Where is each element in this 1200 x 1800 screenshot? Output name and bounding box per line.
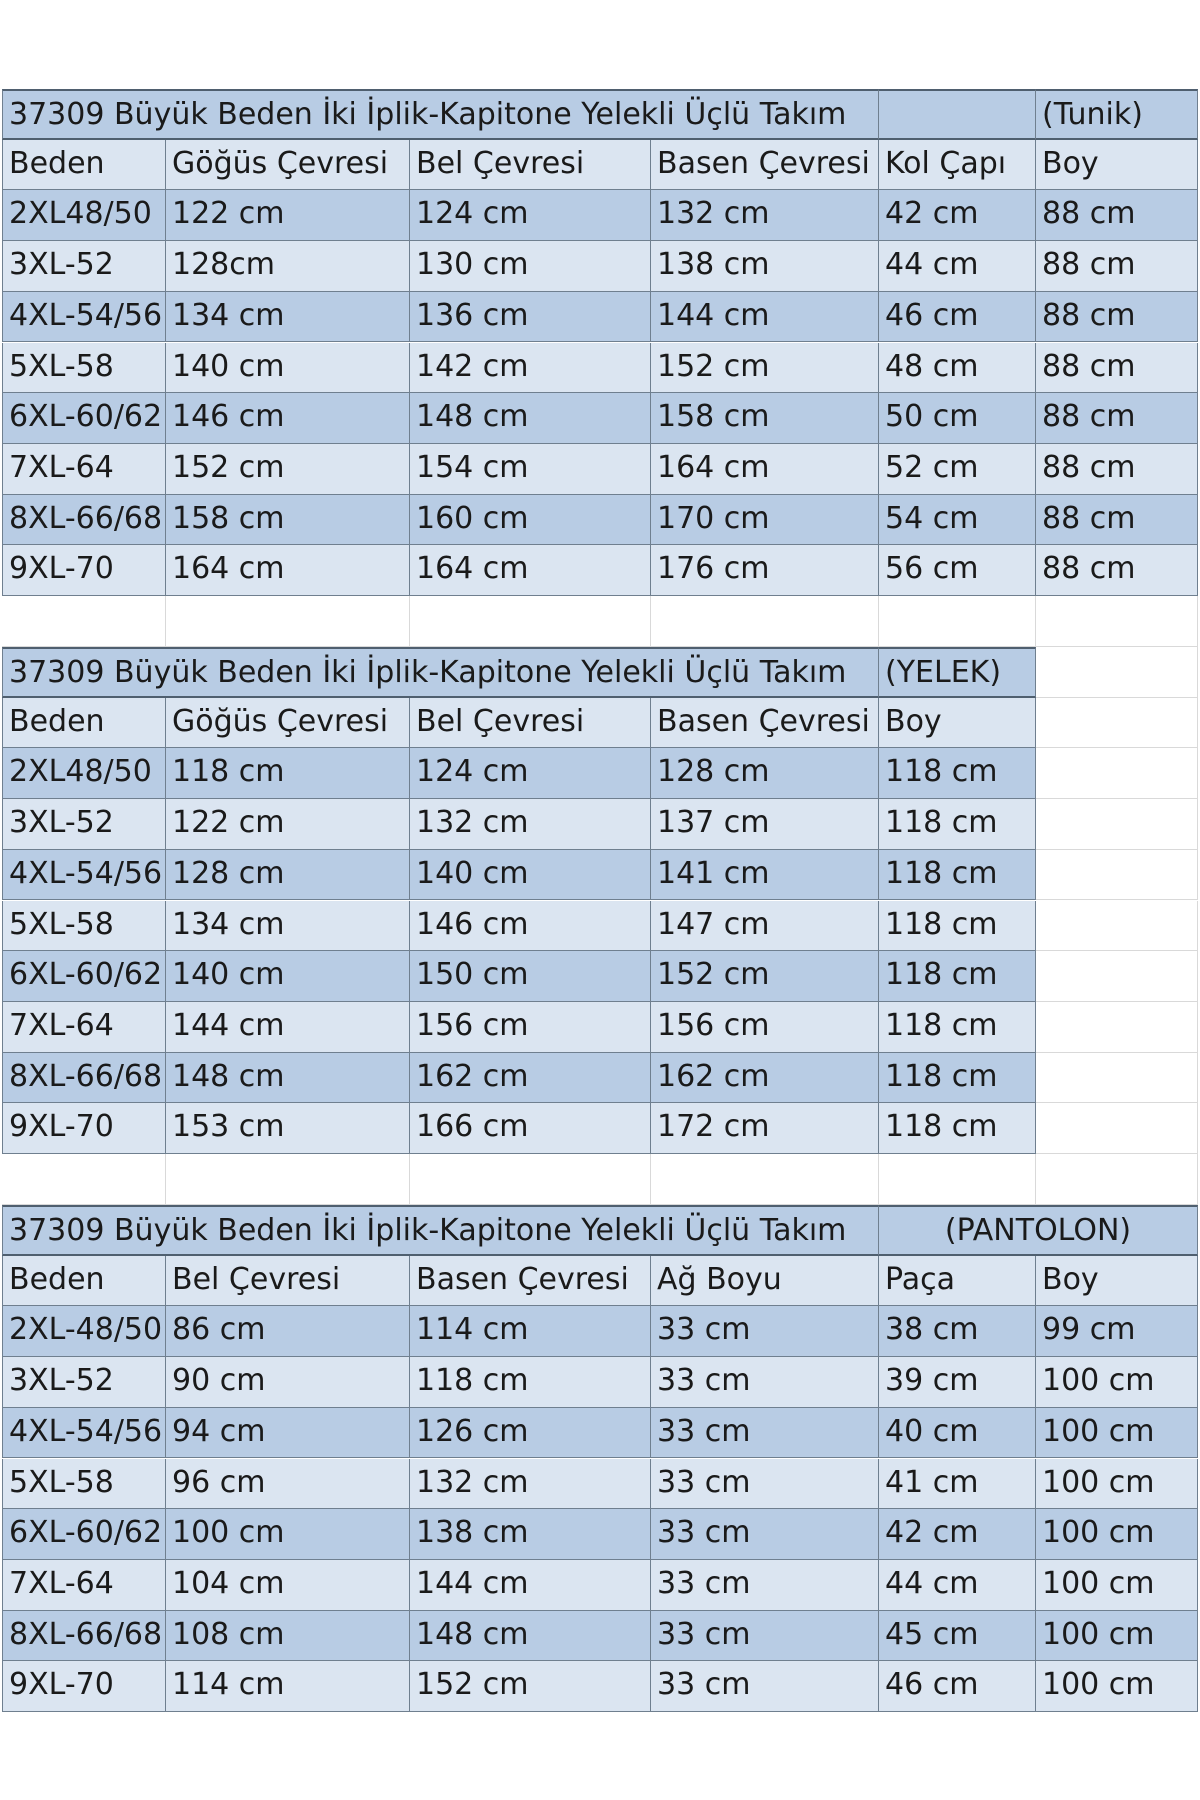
measure-cell: 148 cm bbox=[410, 393, 651, 444]
measure-cell: 128cm bbox=[166, 241, 410, 292]
measure-cell: 138 cm bbox=[651, 241, 879, 292]
table-title: 37309 Büyük Beden İki İplik-Kapitone Yelekli Üçlü Takım bbox=[2, 1205, 879, 1256]
measure-cell: 100 cm bbox=[1036, 1560, 1198, 1611]
measure-cell: 122 cm bbox=[166, 799, 410, 850]
empty-grid-cell bbox=[879, 1154, 1036, 1205]
column-header: Ağ Boyu bbox=[651, 1256, 879, 1307]
measure-cell: 100 cm bbox=[1036, 1459, 1198, 1510]
measure-cell: 144 cm bbox=[166, 1002, 410, 1053]
measure-cell: 118 cm bbox=[879, 951, 1036, 1002]
measure-cell: 152 cm bbox=[410, 1661, 651, 1712]
measure-cell: 170 cm bbox=[651, 495, 879, 546]
empty-grid-cell bbox=[2, 1154, 166, 1205]
empty-grid-cell bbox=[1036, 647, 1198, 698]
empty-grid-cell bbox=[1036, 799, 1198, 850]
measure-cell: 88 cm bbox=[1036, 393, 1198, 444]
measure-cell: 162 cm bbox=[410, 1053, 651, 1104]
measure-cell: 88 cm bbox=[1036, 343, 1198, 394]
size-cell: 4XL-54/56 bbox=[2, 850, 166, 901]
empty-grid-cell bbox=[1036, 1154, 1198, 1205]
measure-cell: 146 cm bbox=[166, 393, 410, 444]
size-cell: 6XL-60/62 bbox=[2, 951, 166, 1002]
empty-grid-cell bbox=[879, 596, 1036, 647]
empty-grid-cell bbox=[410, 1154, 651, 1205]
size-cell: 6XL-60/62 bbox=[2, 393, 166, 444]
column-header: Bel Çevresi bbox=[410, 698, 651, 749]
measure-cell: 94 cm bbox=[166, 1408, 410, 1459]
measure-cell: 126 cm bbox=[410, 1408, 651, 1459]
empty-grid-cell bbox=[651, 596, 879, 647]
measure-cell: 150 cm bbox=[410, 951, 651, 1002]
size-cell: 5XL-58 bbox=[2, 901, 166, 952]
measure-cell: 166 cm bbox=[410, 1103, 651, 1154]
empty-grid-cell bbox=[651, 1154, 879, 1205]
size-cell: 3XL-52 bbox=[2, 241, 166, 292]
table-label: (PANTOLON) bbox=[879, 1205, 1198, 1256]
column-header: Beden bbox=[2, 140, 166, 191]
measure-cell: 46 cm bbox=[879, 292, 1036, 343]
measure-cell: 146 cm bbox=[410, 901, 651, 952]
empty-grid-cell bbox=[1036, 698, 1198, 749]
empty-grid-cell bbox=[166, 1154, 410, 1205]
measure-cell: 114 cm bbox=[410, 1306, 651, 1357]
measure-cell: 38 cm bbox=[879, 1306, 1036, 1357]
empty-grid-cell bbox=[1036, 1103, 1198, 1154]
measure-cell: 162 cm bbox=[651, 1053, 879, 1104]
measure-cell: 44 cm bbox=[879, 1560, 1036, 1611]
column-header: Beden bbox=[2, 698, 166, 749]
size-cell: 8XL-66/68 bbox=[2, 1611, 166, 1662]
measure-cell: 100 cm bbox=[1036, 1408, 1198, 1459]
measure-cell: 140 cm bbox=[410, 850, 651, 901]
measure-cell: 144 cm bbox=[651, 292, 879, 343]
empty-grid-cell bbox=[410, 596, 651, 647]
measure-cell: 42 cm bbox=[879, 190, 1036, 241]
measure-cell: 122 cm bbox=[166, 190, 410, 241]
size-cell: 8XL-66/68 bbox=[2, 495, 166, 546]
measure-cell: 152 cm bbox=[651, 951, 879, 1002]
column-header: Basen Çevresi bbox=[651, 140, 879, 191]
empty-grid-cell bbox=[1036, 901, 1198, 952]
measure-cell: 153 cm bbox=[166, 1103, 410, 1154]
measure-cell: 148 cm bbox=[166, 1053, 410, 1104]
measure-cell: 33 cm bbox=[651, 1509, 879, 1560]
measure-cell: 88 cm bbox=[1036, 190, 1198, 241]
size-cell: 4XL-54/56 bbox=[2, 292, 166, 343]
measure-cell: 100 cm bbox=[1036, 1357, 1198, 1408]
measure-cell: 52 cm bbox=[879, 444, 1036, 495]
measure-cell: 33 cm bbox=[651, 1661, 879, 1712]
measure-cell: 100 cm bbox=[1036, 1509, 1198, 1560]
measure-cell: 118 cm bbox=[166, 748, 410, 799]
measure-cell: 154 cm bbox=[410, 444, 651, 495]
measure-cell: 33 cm bbox=[651, 1611, 879, 1662]
empty-grid-cell bbox=[1036, 1002, 1198, 1053]
size-cell: 2XL-48/50 bbox=[2, 1306, 166, 1357]
measure-cell: 140 cm bbox=[166, 951, 410, 1002]
empty-grid-cell bbox=[2, 596, 166, 647]
size-cell: 5XL-58 bbox=[2, 343, 166, 394]
size-cell: 6XL-60/62 bbox=[2, 1509, 166, 1560]
size-cell: 5XL-58 bbox=[2, 1459, 166, 1510]
size-cell: 2XL48/50 bbox=[2, 190, 166, 241]
measure-cell: 118 cm bbox=[879, 850, 1036, 901]
measure-cell: 172 cm bbox=[651, 1103, 879, 1154]
measure-cell: 40 cm bbox=[879, 1408, 1036, 1459]
size-cell: 4XL-54/56 bbox=[2, 1408, 166, 1459]
measure-cell: 142 cm bbox=[410, 343, 651, 394]
measure-cell: 50 cm bbox=[879, 393, 1036, 444]
size-cell: 7XL-64 bbox=[2, 444, 166, 495]
table-title: 37309 Büyük Beden İki İplik-Kapitone Yelekli Üçlü Takım bbox=[2, 647, 879, 698]
measure-cell: 100 cm bbox=[1036, 1611, 1198, 1662]
measure-cell: 118 cm bbox=[879, 1002, 1036, 1053]
measure-cell: 147 cm bbox=[651, 901, 879, 952]
measure-cell: 33 cm bbox=[651, 1357, 879, 1408]
measure-cell: 118 cm bbox=[879, 901, 1036, 952]
measure-cell: 56 cm bbox=[879, 545, 1036, 596]
measure-cell: 134 cm bbox=[166, 292, 410, 343]
title-spacer-cell bbox=[879, 89, 1036, 140]
measure-cell: 156 cm bbox=[651, 1002, 879, 1053]
measure-cell: 137 cm bbox=[651, 799, 879, 850]
measure-cell: 86 cm bbox=[166, 1306, 410, 1357]
measure-cell: 136 cm bbox=[410, 292, 651, 343]
empty-grid-cell bbox=[1036, 596, 1198, 647]
table-label: (YELEK) bbox=[879, 647, 1036, 698]
measure-cell: 141 cm bbox=[651, 850, 879, 901]
measure-cell: 124 cm bbox=[410, 748, 651, 799]
measure-cell: 42 cm bbox=[879, 1509, 1036, 1560]
size-cell: 9XL-70 bbox=[2, 545, 166, 596]
measure-cell: 99 cm bbox=[1036, 1306, 1198, 1357]
measure-cell: 138 cm bbox=[410, 1509, 651, 1560]
measure-cell: 45 cm bbox=[879, 1611, 1036, 1662]
measure-cell: 88 cm bbox=[1036, 241, 1198, 292]
measure-cell: 41 cm bbox=[879, 1459, 1036, 1510]
column-header: Boy bbox=[879, 698, 1036, 749]
measure-cell: 176 cm bbox=[651, 545, 879, 596]
measure-cell: 48 cm bbox=[879, 343, 1036, 394]
size-cell: 7XL-64 bbox=[2, 1002, 166, 1053]
measure-cell: 100 cm bbox=[166, 1509, 410, 1560]
measure-cell: 108 cm bbox=[166, 1611, 410, 1662]
size-cell: 7XL-64 bbox=[2, 1560, 166, 1611]
measure-cell: 118 cm bbox=[879, 1103, 1036, 1154]
empty-grid-cell bbox=[166, 596, 410, 647]
empty-grid-cell bbox=[1036, 748, 1198, 799]
measure-cell: 158 cm bbox=[651, 393, 879, 444]
empty-grid-cell bbox=[1036, 951, 1198, 1002]
column-header: Kol Çapı bbox=[879, 140, 1036, 191]
measure-cell: 144 cm bbox=[410, 1560, 651, 1611]
measure-cell: 152 cm bbox=[166, 444, 410, 495]
empty-grid-cell bbox=[1036, 1053, 1198, 1104]
column-header: Basen Çevresi bbox=[410, 1256, 651, 1307]
column-header: Basen Çevresi bbox=[651, 698, 879, 749]
column-header: Paça bbox=[879, 1256, 1036, 1307]
measure-cell: 39 cm bbox=[879, 1357, 1036, 1408]
table-label: (Tunik) bbox=[1036, 89, 1198, 140]
column-header: Göğüs Çevresi bbox=[166, 140, 410, 191]
column-header: Göğüs Çevresi bbox=[166, 698, 410, 749]
measure-cell: 100 cm bbox=[1036, 1661, 1198, 1712]
size-cell: 2XL48/50 bbox=[2, 748, 166, 799]
column-header: Boy bbox=[1036, 140, 1198, 191]
measure-cell: 140 cm bbox=[166, 343, 410, 394]
empty-grid-cell bbox=[1036, 850, 1198, 901]
measure-cell: 118 cm bbox=[879, 1053, 1036, 1104]
measure-cell: 128 cm bbox=[166, 850, 410, 901]
measure-cell: 118 cm bbox=[879, 799, 1036, 850]
measure-cell: 164 cm bbox=[651, 444, 879, 495]
measure-cell: 44 cm bbox=[879, 241, 1036, 292]
table-title: 37309 Büyük Beden İki İplik-Kapitone Yelekli Üçlü Takım bbox=[2, 89, 879, 140]
measure-cell: 33 cm bbox=[651, 1408, 879, 1459]
measure-cell: 130 cm bbox=[410, 241, 651, 292]
column-header: Bel Çevresi bbox=[410, 140, 651, 191]
measure-cell: 118 cm bbox=[410, 1357, 651, 1408]
size-cell: 8XL-66/68 bbox=[2, 1053, 166, 1104]
measure-cell: 164 cm bbox=[410, 545, 651, 596]
measure-cell: 90 cm bbox=[166, 1357, 410, 1408]
measure-cell: 96 cm bbox=[166, 1459, 410, 1510]
measure-cell: 54 cm bbox=[879, 495, 1036, 546]
column-header: Beden bbox=[2, 1256, 166, 1307]
measure-cell: 46 cm bbox=[879, 1661, 1036, 1712]
size-cell: 9XL-70 bbox=[2, 1103, 166, 1154]
measure-cell: 118 cm bbox=[879, 748, 1036, 799]
measure-cell: 33 cm bbox=[651, 1306, 879, 1357]
measure-cell: 132 cm bbox=[410, 799, 651, 850]
measure-cell: 88 cm bbox=[1036, 292, 1198, 343]
measure-cell: 152 cm bbox=[651, 343, 879, 394]
measure-cell: 164 cm bbox=[166, 545, 410, 596]
measure-cell: 160 cm bbox=[410, 495, 651, 546]
measure-cell: 156 cm bbox=[410, 1002, 651, 1053]
measure-cell: 158 cm bbox=[166, 495, 410, 546]
size-cell: 9XL-70 bbox=[2, 1661, 166, 1712]
measure-cell: 124 cm bbox=[410, 190, 651, 241]
size-cell: 3XL-52 bbox=[2, 1357, 166, 1408]
measure-cell: 128 cm bbox=[651, 748, 879, 799]
measure-cell: 33 cm bbox=[651, 1560, 879, 1611]
column-header: Boy bbox=[1036, 1256, 1198, 1307]
measure-cell: 114 cm bbox=[166, 1661, 410, 1712]
measure-cell: 132 cm bbox=[651, 190, 879, 241]
column-header: Bel Çevresi bbox=[166, 1256, 410, 1307]
measure-cell: 88 cm bbox=[1036, 444, 1198, 495]
size-cell: 3XL-52 bbox=[2, 799, 166, 850]
measure-cell: 88 cm bbox=[1036, 495, 1198, 546]
measure-cell: 134 cm bbox=[166, 901, 410, 952]
measure-cell: 132 cm bbox=[410, 1459, 651, 1510]
measure-cell: 104 cm bbox=[166, 1560, 410, 1611]
measure-cell: 33 cm bbox=[651, 1459, 879, 1510]
measure-cell: 88 cm bbox=[1036, 545, 1198, 596]
measure-cell: 148 cm bbox=[410, 1611, 651, 1662]
